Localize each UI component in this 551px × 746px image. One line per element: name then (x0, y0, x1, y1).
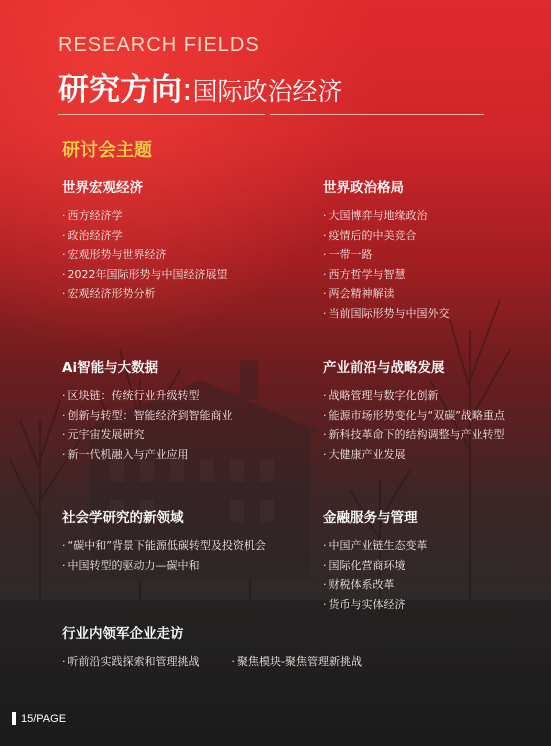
title-colon: : (182, 72, 193, 108)
topic-item: · 大国博弈与地缘政治 (323, 206, 551, 226)
topic-item: · 两会精神解读 (323, 284, 551, 304)
section-social-science (62, 506, 292, 575)
section-world-macro-economy (62, 176, 292, 304)
topic-list (62, 386, 292, 464)
section-ai-big-data (62, 356, 292, 464)
page-title-main: 研究方向 (58, 72, 182, 108)
topic-list (323, 536, 551, 614)
topic-item: · 新一代机融入与产业应用 (62, 445, 292, 465)
page-marker-bar (12, 712, 16, 725)
topic-list (62, 536, 292, 575)
topic-list (62, 652, 522, 672)
topic-item: · 创新与转型：智能经济到智能商业 (62, 406, 292, 426)
header-divider-left (58, 114, 265, 115)
page-footer (12, 712, 66, 725)
section-enterprise-visits (62, 622, 522, 672)
topic-item: · 西方经济学 (62, 206, 292, 226)
page-number: 15/PAGE (21, 712, 67, 725)
topic-list (323, 206, 551, 323)
section-title: 社会学研究的新领域 (62, 510, 184, 526)
section-title: 行业内领军企业走访 (62, 626, 184, 642)
page-subtitle: 国际政治经济 (192, 77, 343, 106)
topic-item: · 听前沿实践探索和管理挑战 (62, 652, 200, 672)
section-finance (323, 506, 551, 614)
topic-item: · 一带一路 (323, 245, 551, 265)
topic-item: · 货币与实体经济 (323, 595, 551, 615)
themes-heading: 研讨会主题 (62, 140, 152, 161)
section-title: 金融服务与管理 (323, 510, 418, 526)
topic-item: · 大健康产业发展 (323, 445, 551, 465)
section-title: 世界宏观经济 (62, 180, 143, 196)
section-title: Ai智能与大数据 (62, 360, 159, 376)
topic-item: · 财税体系改革 (323, 575, 551, 595)
section-title: 产业前沿与战略发展 (323, 360, 445, 376)
topic-item: · 聚焦模块-聚焦管理新挑战 (232, 652, 362, 672)
topic-item: · 宏观经济形势分析 (62, 284, 292, 304)
topic-item: · 能源市场形势变化与“双碳”战略重点 (323, 406, 551, 426)
section-industry-frontier (323, 356, 551, 464)
topic-item: · 国际化营商环境 (323, 556, 551, 576)
topic-item: · 中国转型的驱动力—碳中和 (62, 556, 292, 576)
topic-item: · 当前国际形势与中国外交 (323, 304, 551, 324)
topic-list (62, 206, 292, 304)
section-title: 世界政治格局 (323, 180, 404, 196)
topic-item: · 中国产业链生态变革 (323, 536, 551, 556)
topic-item: · 西方哲学与智慧 (323, 265, 551, 285)
topic-item: · 新科技革命下的结构调整与产业转型 (323, 425, 551, 445)
topic-item: · “碳中和”背景下能源低碳转型及投资机会 (62, 536, 292, 556)
topic-item: · 战略管理与数字化创新 (323, 386, 551, 406)
topic-item: · 宏观形势与世界经济 (62, 245, 292, 265)
topic-item: · 区块链：传统行业升级转型 (62, 386, 292, 406)
page-title (58, 64, 342, 109)
header-divider-right (270, 114, 484, 115)
topic-item: · 政治经济学 (62, 226, 292, 246)
topic-item: · 疫情后的中美竞合 (323, 226, 551, 246)
topic-item: · 元宇宙发展研究 (62, 425, 292, 445)
topic-list (323, 386, 551, 464)
english-heading: RESEARCH FIELDS (58, 34, 260, 56)
section-world-politics (323, 176, 551, 323)
topic-item: · 2022年国际形势与中国经济展望 (62, 265, 292, 285)
